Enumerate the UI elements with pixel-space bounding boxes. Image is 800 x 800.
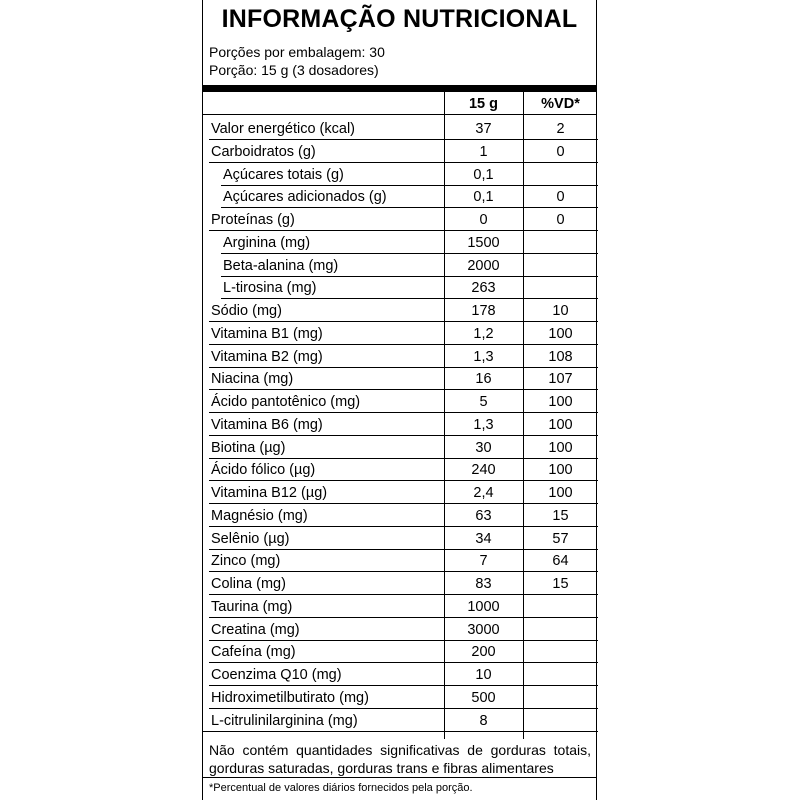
nutrient-name: Selênio (µg) — [211, 530, 290, 547]
table-row — [203, 549, 596, 572]
footnote-main: Não contém quantidades significativas de gorduras totais, gorduras saturadas, gorduras trans e fibras alimentares — [209, 742, 591, 776]
nutrient-amount: 30 — [475, 439, 492, 456]
nutrient-dv: 0 — [556, 143, 565, 160]
nutrient-amount: 240 — [471, 462, 496, 479]
table-row — [203, 322, 596, 345]
nutrient-dv: 15 — [552, 576, 569, 592]
nutrient-amount: 16 — [475, 371, 492, 388]
table-row — [203, 481, 596, 504]
nutrient-amount: 1000 — [467, 598, 500, 615]
table-row — [203, 504, 596, 527]
nutrient-amount: 1 — [479, 143, 488, 160]
table-header-row — [203, 92, 596, 115]
table-row — [203, 527, 596, 550]
nutrient-amount: 0,1 — [473, 189, 494, 206]
nutrient-name: Vitamina B1 (mg) — [211, 325, 323, 342]
table-row — [203, 299, 596, 322]
nutrient-amount: 83 — [475, 576, 492, 592]
table-row — [203, 208, 596, 231]
serving-size: Porção: 15 g (3 dosadores) — [209, 62, 379, 78]
header-dv: %VD* — [541, 96, 580, 112]
table-row — [203, 458, 596, 481]
nutrient-name: Magnésio (mg) — [211, 507, 308, 524]
table-row — [203, 686, 596, 709]
nutrient-dv: 100 — [548, 416, 573, 433]
nutrient-name: Coenzima Q10 (mg) — [211, 667, 342, 683]
nutrient-amount: 10 — [475, 667, 492, 683]
table-row — [203, 618, 596, 641]
nutrient-amount: 200 — [471, 644, 496, 661]
nutrient-name: Ácido fólico (µg) — [211, 462, 316, 479]
nutrient-name: Carboidratos (g) — [211, 143, 316, 160]
table-row — [203, 390, 596, 413]
servings-per-package: Porções por embalagem: 30 — [209, 44, 385, 60]
header-amount: 15 g — [468, 96, 498, 112]
nutrient-dv: 100 — [548, 485, 573, 501]
nutrient-amount: 34 — [475, 530, 492, 547]
nutrient-name: Açúcares adicionados (g) — [223, 189, 387, 206]
nutrient-dv: 10 — [552, 303, 569, 319]
nutrient-amount: 7 — [479, 553, 488, 570]
nutrient-name: Colina (mg) — [211, 576, 286, 592]
table-row — [203, 367, 596, 390]
table-row — [203, 117, 596, 140]
nutrient-amount: 1,3 — [473, 416, 494, 433]
nutrient-name: Vitamina B12 (µg) — [211, 485, 328, 501]
nutrient-dv: 107 — [548, 371, 573, 388]
nutrient-name: L-citrulinilarginina (mg) — [211, 712, 358, 729]
table-row — [203, 254, 596, 277]
nutrient-name: L-tirosina (mg) — [223, 280, 317, 297]
nutrient-dv: 0 — [556, 189, 565, 206]
nutrient-amount: 1,2 — [473, 325, 494, 342]
nutrient-name: Hidroximetilbutirato (mg) — [211, 689, 369, 706]
nutrient-dv: 100 — [548, 439, 573, 456]
nutrient-amount: 263 — [471, 280, 496, 297]
nutrient-dv: 64 — [552, 553, 569, 570]
nutrition-facts-label — [202, 0, 597, 800]
nutrient-amount: 8 — [479, 712, 488, 729]
footnote-dv: *Percentual de valores diários fornecidos pela porção. — [209, 782, 473, 794]
nutrient-name: Biotina (µg) — [211, 439, 286, 456]
nutrient-name: Ácido pantotênico (mg) — [211, 394, 361, 410]
table-row — [203, 595, 596, 618]
nutrient-dv: 108 — [548, 348, 573, 365]
table-row — [203, 572, 596, 595]
table-row — [203, 663, 596, 686]
table-row — [203, 185, 596, 208]
thick-divider — [203, 85, 596, 92]
nutrient-name: Açúcares totais (g) — [223, 166, 344, 183]
nutrient-amount: 63 — [475, 507, 492, 524]
table-row — [203, 436, 596, 459]
table-row — [203, 163, 596, 186]
nutrient-amount: 178 — [471, 303, 496, 319]
nutrient-dv: 15 — [552, 507, 569, 524]
table-row — [203, 231, 596, 254]
nutrient-name: Creatina (mg) — [211, 621, 300, 638]
table-row — [203, 140, 596, 163]
nutrient-amount: 0,1 — [473, 166, 494, 183]
nutrient-amount: 2000 — [467, 257, 500, 274]
nutrient-dv: 2 — [556, 121, 565, 137]
nutrient-amount: 5 — [479, 394, 488, 410]
nutrient-name: Zinco (mg) — [211, 553, 281, 570]
table-row — [203, 709, 596, 732]
nutrient-amount: 3000 — [467, 621, 500, 638]
bottom-divider — [203, 777, 596, 778]
nutrient-amount: 1500 — [467, 234, 500, 251]
nutrient-name: Proteínas (g) — [211, 212, 295, 228]
table-row — [203, 413, 596, 436]
nutrient-dv: 100 — [548, 325, 573, 342]
nutrient-amount: 1,3 — [473, 348, 494, 365]
label-title: INFORMAÇÃO NUTRICIONAL — [221, 5, 578, 33]
nutrient-name: Niacina (mg) — [211, 371, 294, 388]
nutrient-name: Taurina (mg) — [211, 598, 293, 615]
nutrient-name: Cafeína (mg) — [211, 644, 296, 661]
table-row — [203, 276, 596, 299]
nutrient-name: Sódio (mg) — [211, 303, 282, 319]
nutrient-amount: 500 — [471, 689, 496, 706]
table-row — [203, 345, 596, 368]
nutrient-amount: 37 — [475, 121, 492, 137]
nutrient-name: Vitamina B2 (mg) — [211, 348, 323, 365]
nutrient-name: Beta-alanina (mg) — [223, 257, 339, 274]
row-divider — [203, 731, 598, 732]
table-row — [203, 640, 596, 663]
nutrient-name: Vitamina B6 (mg) — [211, 416, 323, 433]
nutrient-dv: 0 — [556, 212, 565, 228]
nutrient-dv: 100 — [548, 462, 573, 479]
nutrient-name: Valor energético (kcal) — [211, 121, 355, 137]
nutrient-dv: 57 — [552, 530, 569, 547]
nutrient-amount: 2,4 — [473, 485, 494, 501]
nutrient-name: Arginina (mg) — [223, 234, 311, 251]
nutrient-amount: 0 — [479, 212, 488, 228]
nutrient-dv: 100 — [548, 394, 573, 410]
